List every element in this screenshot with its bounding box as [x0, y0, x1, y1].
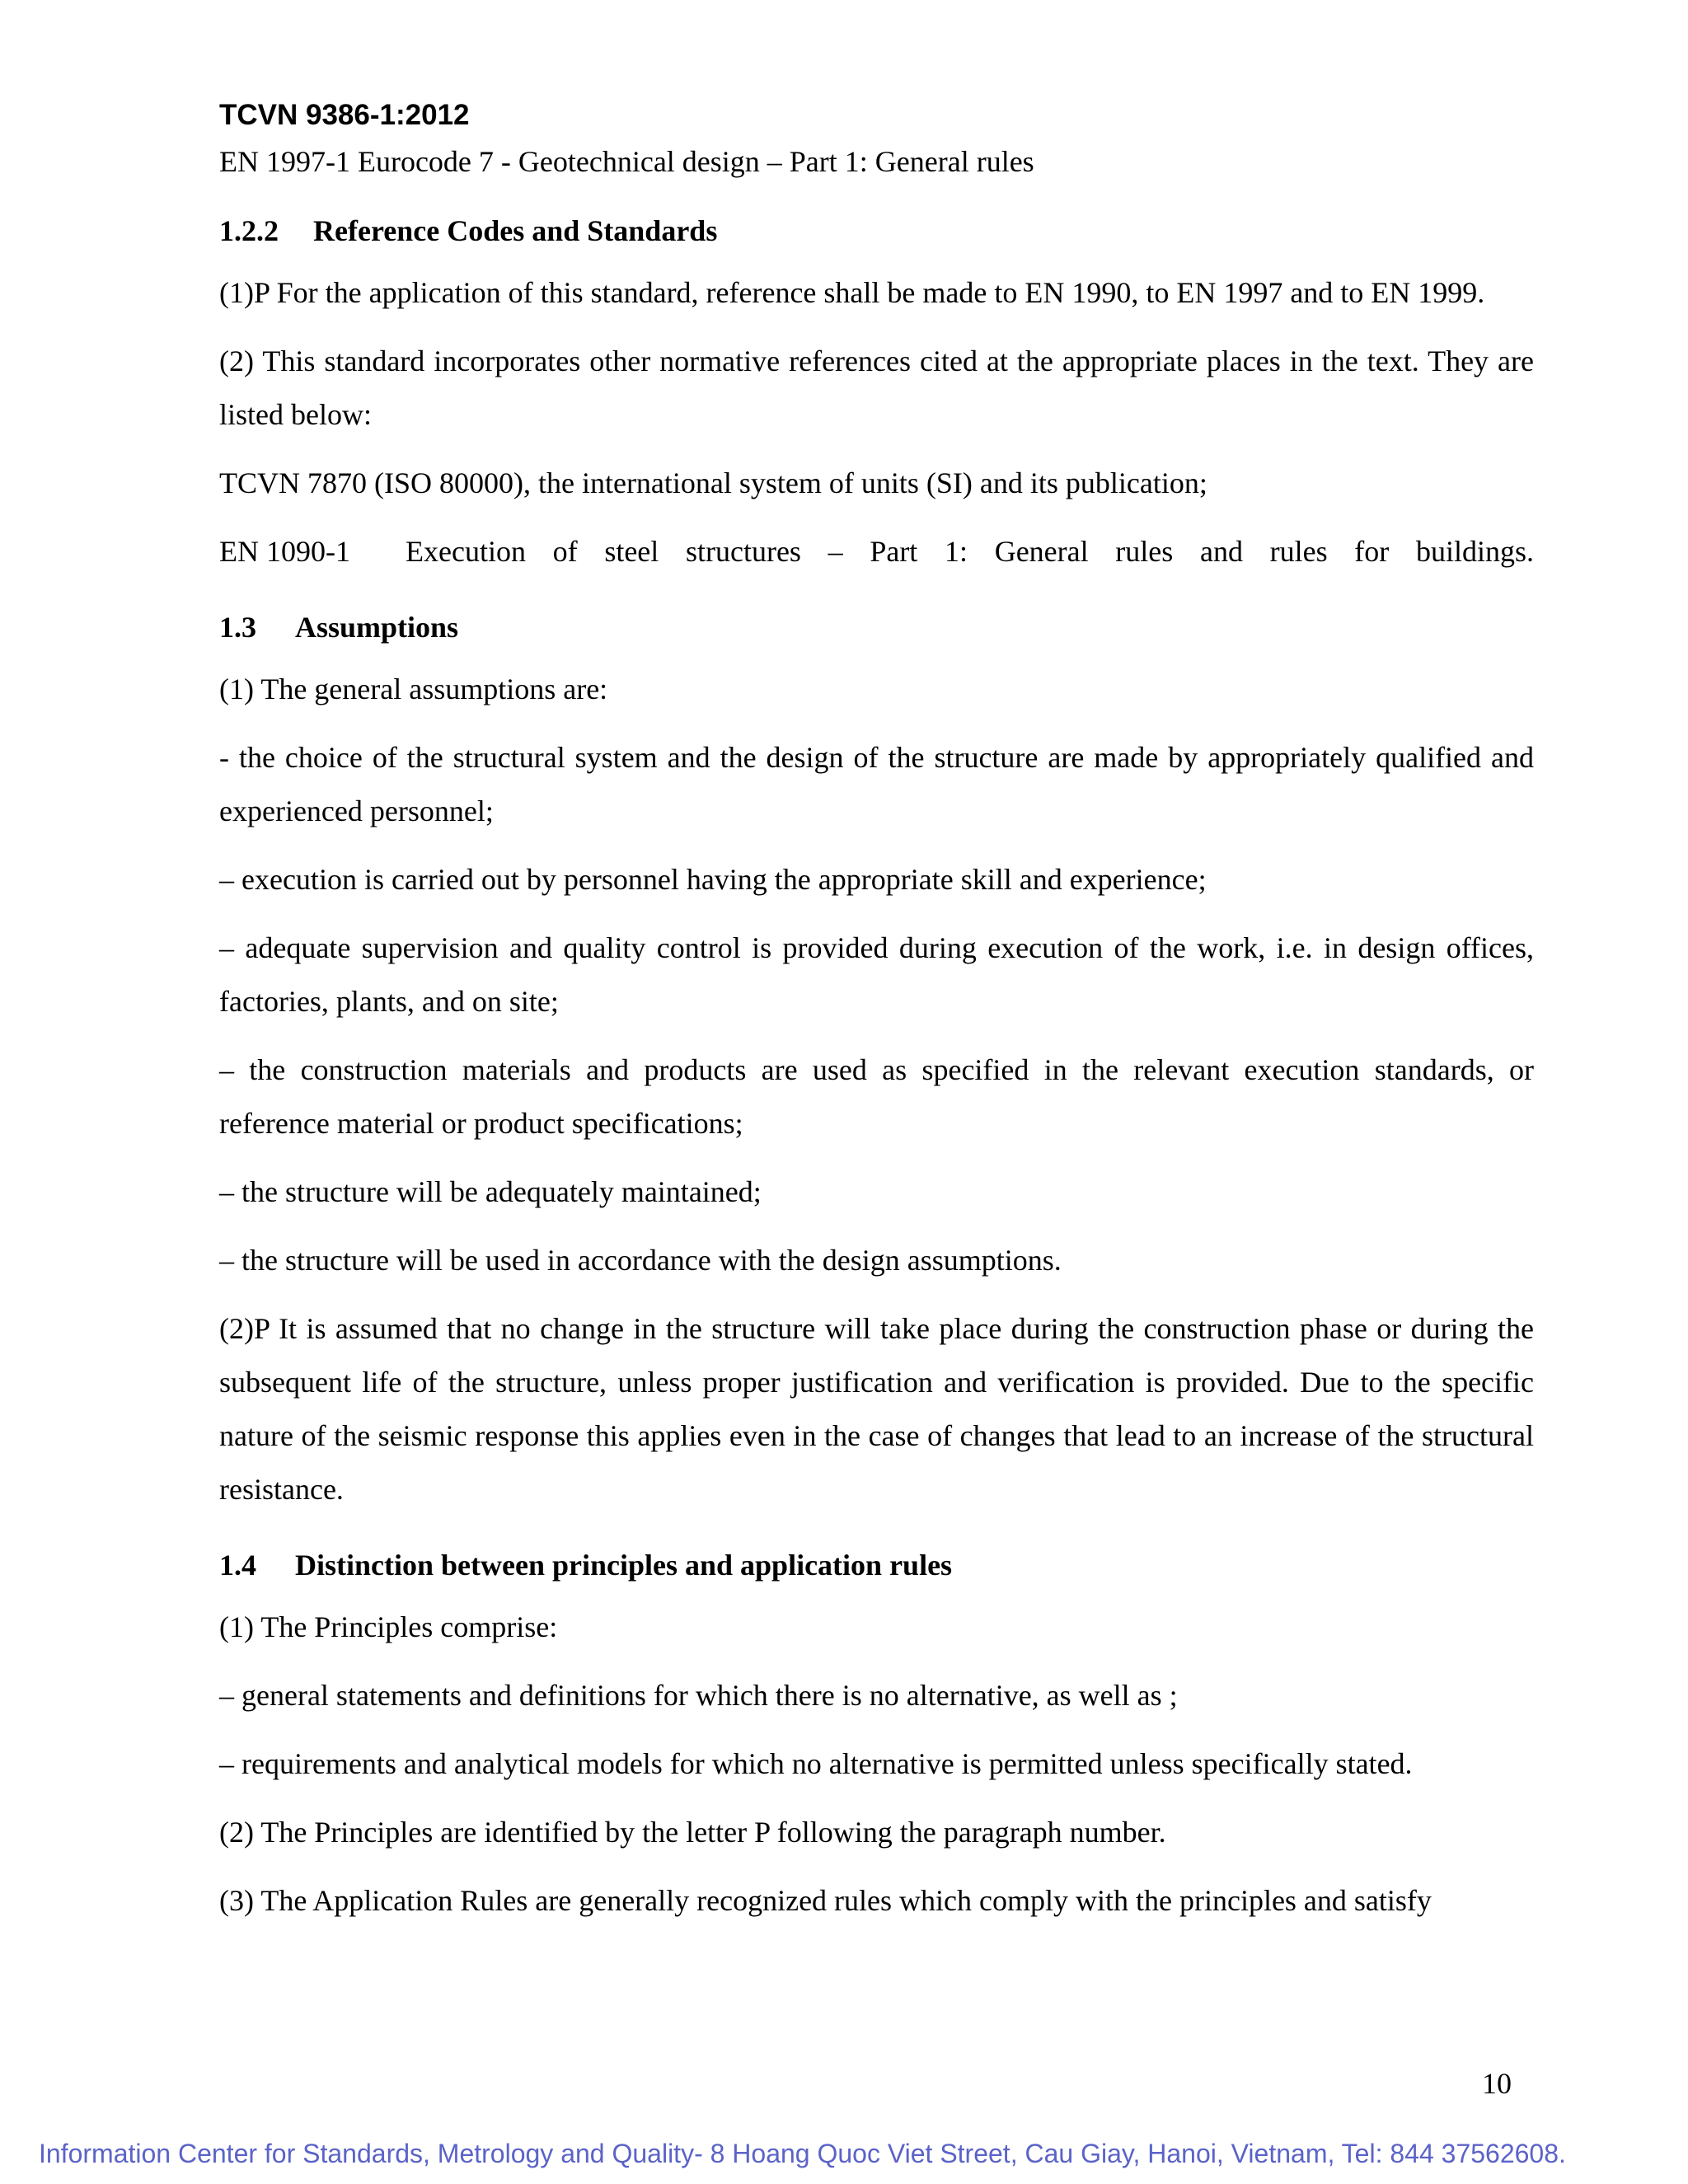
section-number: 1.2.2	[219, 214, 279, 247]
section-heading-1-4	[219, 1544, 1534, 1586]
section-number: 1.4	[219, 1549, 256, 1582]
footer-text: Information Center for Standards, Metrology and Quality- 8 Hoang Quoc Viet Street, Cau Giay, Hanoi, Vietnam, Tel: 844 37562608.	[39, 2139, 1566, 2168]
list-item: – adequate supervision and quality control is provided during execution of the work, i.e. in design offices, factories, plants, and on site;	[219, 931, 1534, 1018]
section-heading-1-3	[219, 607, 1534, 648]
reference-code: EN 1090-1	[219, 535, 350, 568]
standard-code: TCVN 9386-1:2012	[219, 99, 470, 131]
reference-line: EN 1997-1 Eurocode 7 - Geotechnical design – Part 1: General rules	[219, 145, 1034, 178]
paragraph: (1) The Principles comprise:	[219, 1610, 558, 1643]
list-item: – the construction materials and products are used as specified in the relevant execution standards, or reference material or product specifications;	[219, 1053, 1534, 1140]
reference-entry	[219, 525, 1534, 579]
section-title: Reference Codes and Standards	[313, 214, 718, 247]
document-page	[219, 95, 1534, 1928]
reference-description: Execution of steel structures – Part 1: General rules and rules for buildings.	[406, 535, 1534, 568]
paragraph: (2)P It is assumed that no change in the structure will take place during the construction phase or during the subsequent life of the structure, unless proper justification and verification is provided. Due to the specific nature of the seismic response this applies even in the case of changes that lead to an increase of the structural resistance.	[219, 1312, 1534, 1506]
section-heading-1-2-2	[219, 210, 1534, 251]
list-item: – general statements and definitions for which there is no alternative, as well as ;	[219, 1679, 1178, 1712]
section-title: Distinction between principles and application rules	[295, 1549, 953, 1582]
list-item: – requirements and analytical models for which no alternative is permitted unless specifically stated.	[219, 1747, 1413, 1780]
page-number: 10	[1482, 2067, 1512, 2100]
paragraph: (2) This standard incorporates other normative references cited at the appropriate places in the text. They are listed below:	[219, 344, 1534, 431]
list-item: - the choice of the structural system and the design of the structure are made by appropriately qualified and experienced personnel;	[219, 741, 1534, 827]
paragraph: (2) The Principles are identified by the letter P following the paragraph number.	[219, 1816, 1166, 1849]
list-item: – execution is carried out by personnel having the appropriate skill and experience;	[219, 863, 1207, 896]
section-title: Assumptions	[295, 611, 459, 644]
paragraph: (1) The general assumptions are:	[219, 673, 608, 705]
paragraph: (1)P For the application of this standard, reference shall be made to EN 1990, to EN 1997 and to EN 1999.	[219, 276, 1485, 309]
section-number: 1.3	[219, 611, 256, 644]
list-item: – the structure will be used in accordance with the design assumptions.	[219, 1244, 1062, 1277]
paragraph: (3) The Application Rules are generally recognized rules which comply with the principles and satisfy	[219, 1884, 1432, 1917]
list-item: – the structure will be adequately maintained;	[219, 1175, 762, 1208]
paragraph: TCVN 7870 (ISO 80000), the international system of units (SI) and its publication;	[219, 466, 1207, 499]
